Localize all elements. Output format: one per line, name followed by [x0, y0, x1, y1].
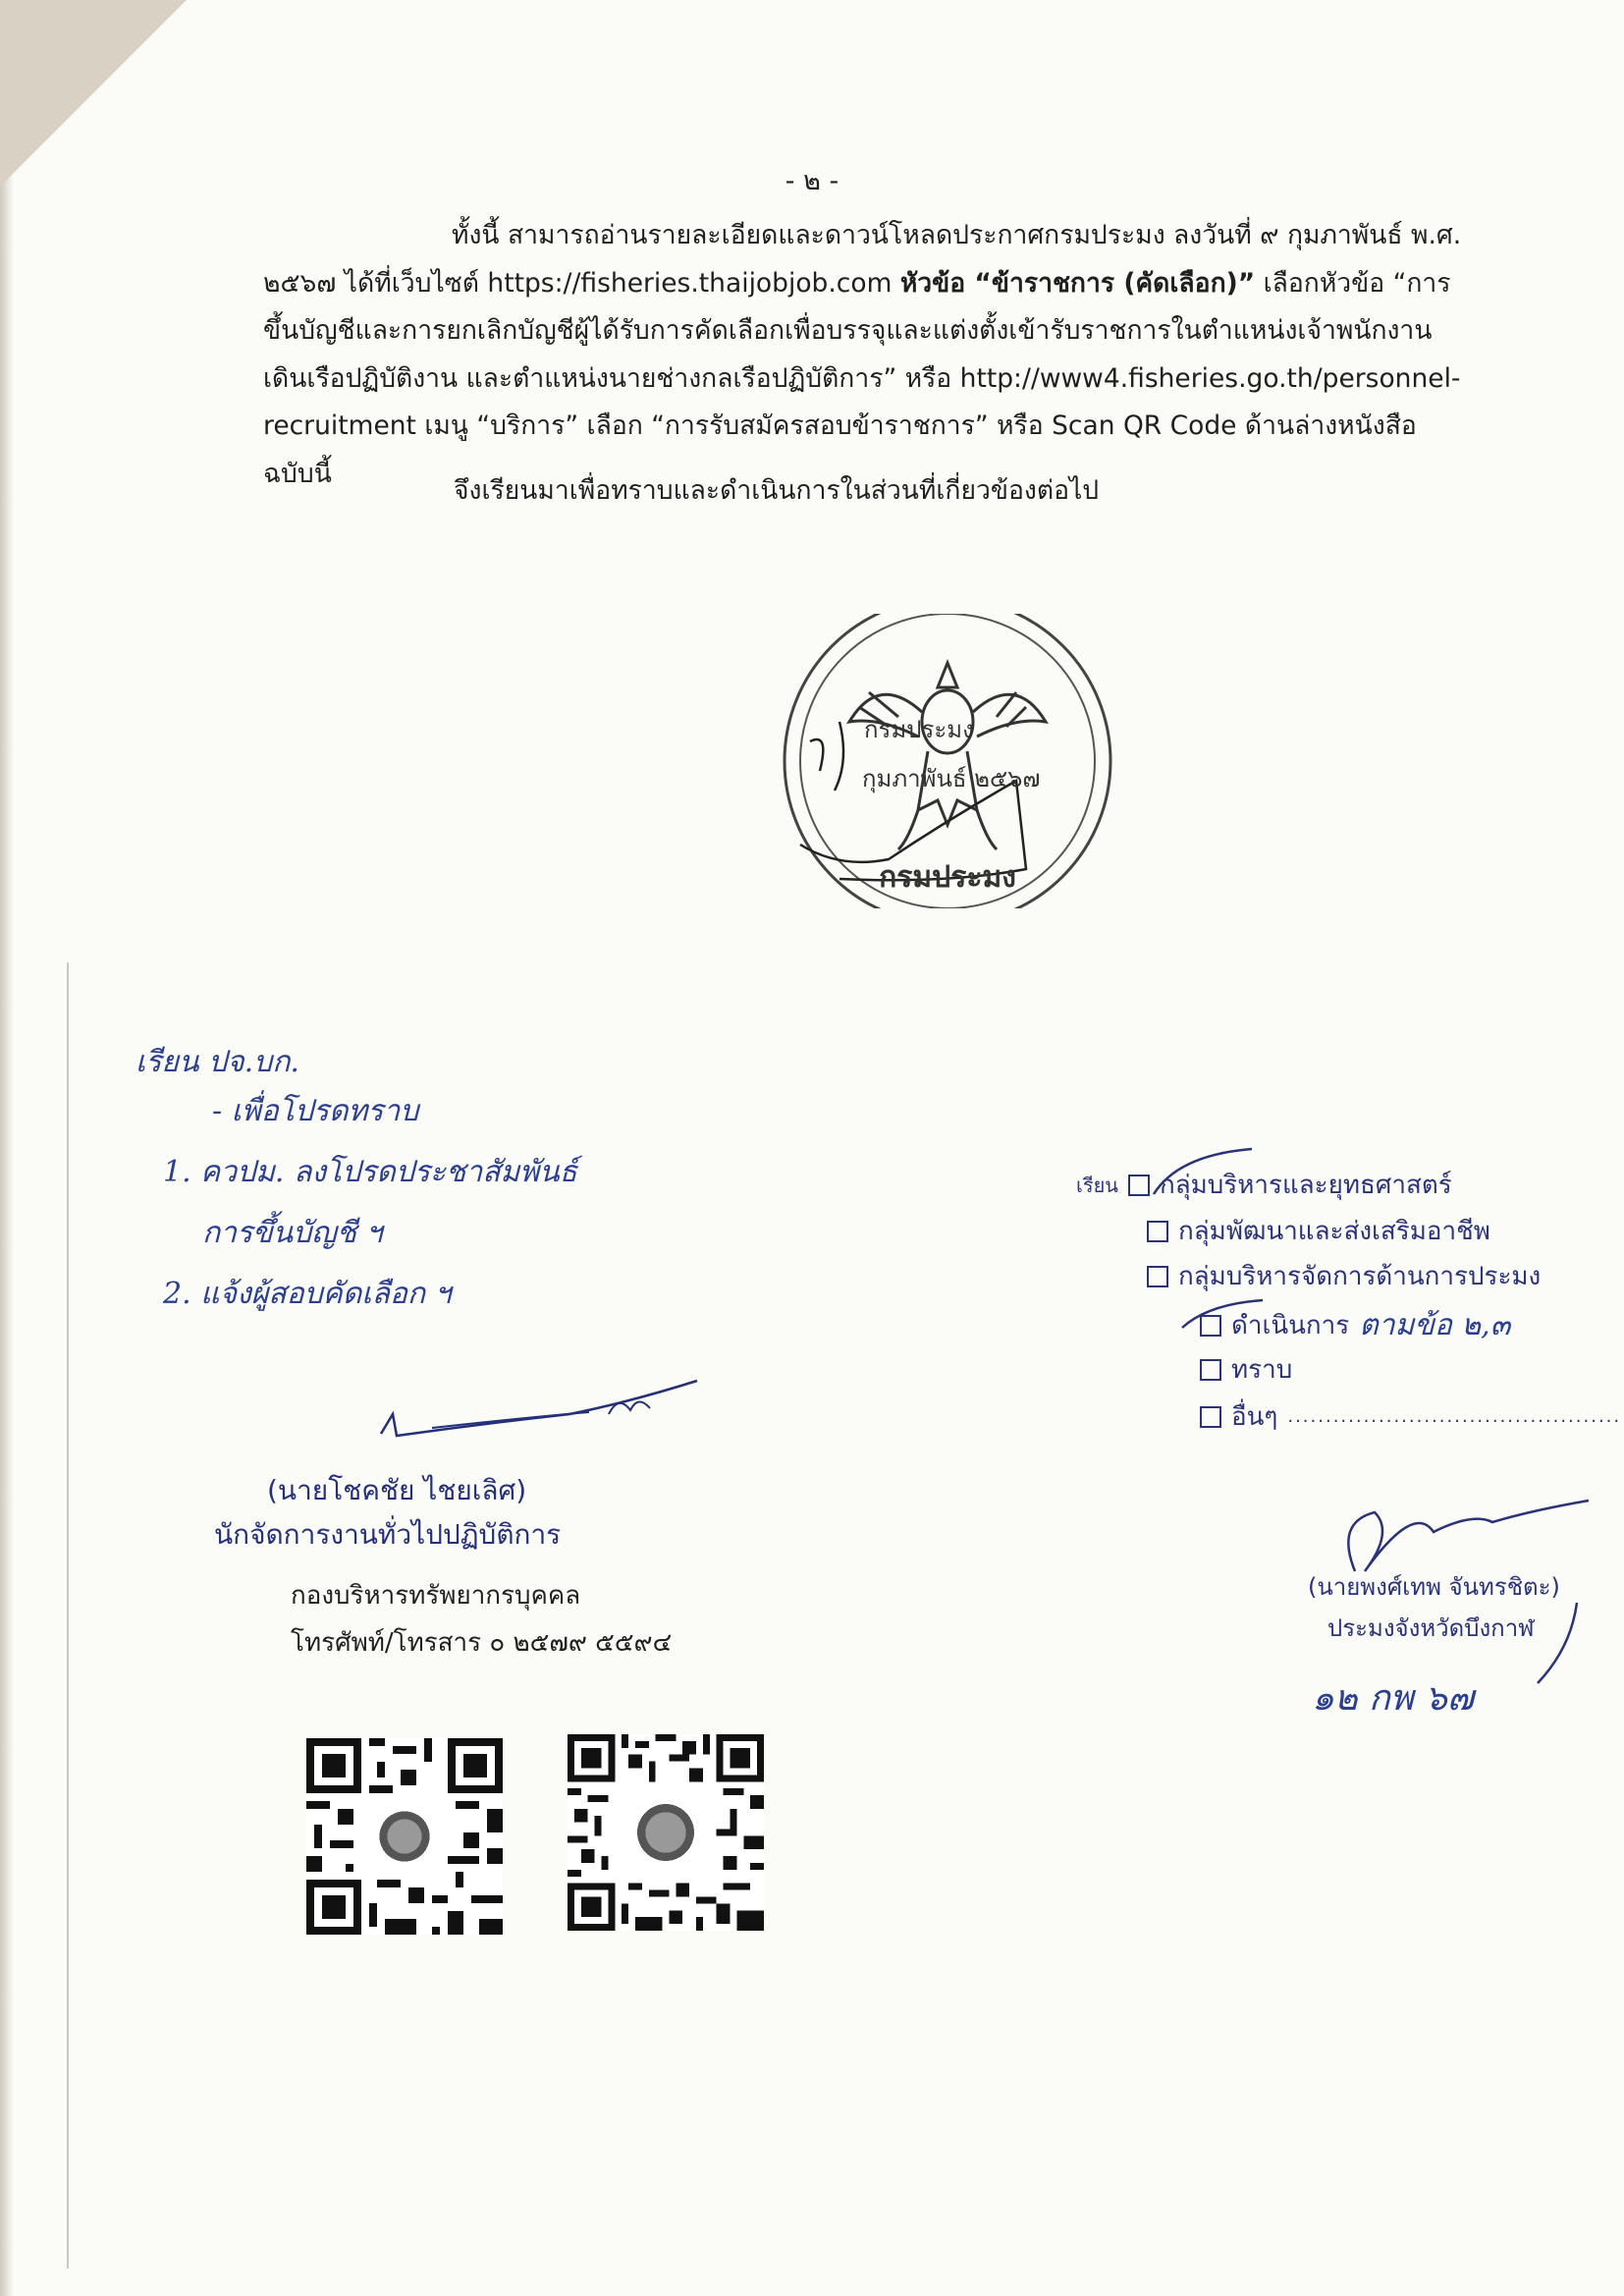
checkbox-icon: [1147, 1221, 1168, 1242]
director-handwritten-note: ๑๒ กพ ๖๗: [1312, 1678, 1474, 1719]
department-name: กองบริหารทรัพยากรบุคคล: [291, 1581, 581, 1611]
closing-sentence: จึงเรียนมาเพื่อทราบและดำเนินการในส่วนที่เกี่ยวข้องต่อไป: [454, 475, 1100, 506]
checkbox-icon: [1200, 1406, 1221, 1428]
qr-code-icon[interactable]: [568, 1734, 764, 1931]
action-label-1: ดำเนินการ: [1231, 1311, 1350, 1340]
page-number: - ๒ -: [785, 166, 839, 196]
handwritten-line-2: - เพื่อโปรดทราบ: [212, 1094, 419, 1128]
director-title: ประมงจังหวัดบึงกาฬ: [1327, 1614, 1535, 1642]
paragraph-part-2: เลือกหัวข้อ “การขึ้นบัญชีและการยกเลิกบัญชีผู้ได้รับการคัดเลือกเพื่อบรรจุและแต่งตั้งเข้ารับราชการในตำแหน่งเจ้าพนักงานเดินเรือปฏิบัติงาน และตำแหน่งนายช่างกลเรือปฏิบัติการ” หรือ http://www4.fisheries.go.th/personnel-recruitment เมนู “บริการ” เลือก “การรับสมัครสอบข้าราชการ” หรือ Scan QR Code ด้านล่างหนังสือฉบับนี้: [263, 267, 1461, 489]
checkmark-stroke: [1178, 1294, 1267, 1334]
routing-row-1: [1076, 1165, 1452, 1205]
seal-date: กุมภาพันธ์ ๒๕๖๗: [862, 765, 1041, 793]
signatory-name: (นายโชคชัย ไชยเลิศ): [267, 1474, 527, 1506]
scan-edge-line: [67, 962, 69, 2269]
routing-action-2: [1200, 1349, 1292, 1390]
routing-row-3: [1147, 1256, 1541, 1296]
checkmark-stroke: [1149, 1145, 1257, 1204]
paragraph-part-1: ทั้งนี้ สามารถอ่านรายละเอียดและดาวน์โหลดประกาศกรมประมง ลงวันที่ ๙ กุมภาพันธ์ พ.ศ. ๒๕๖๗ ได้ที่เว็บไซต์ https://fisheries.thaijobjob.com: [263, 220, 1462, 299]
scan-edge-shadow: [0, 0, 14, 2296]
routing-row-2: [1147, 1211, 1490, 1251]
director-flourish: [1528, 1599, 1587, 1687]
handwritten-line-4: การขึ้นบัญชี ฯ: [202, 1216, 383, 1250]
action-label-3: อื่นๆ: [1231, 1402, 1278, 1432]
seal-org-name: กรมประมง: [864, 716, 974, 743]
routing-item-2: กลุ่มพัฒนาและส่งเสริมอาชีพ: [1178, 1217, 1490, 1246]
paragraph-bold-topic: หัวข้อ “ข้าราชการ (คัดเลือก)”: [899, 267, 1256, 299]
other-blank-line: ............................................: [1287, 1406, 1622, 1427]
handwritten-line-3: 1. ควปม. ลงโปรดประชาสัมพันธ์: [163, 1155, 577, 1189]
action-note: ตามข้อ ๒,๓: [1359, 1308, 1511, 1342]
routing-item-1: กลุ่มบริหารและยุทธศาสตร์: [1159, 1171, 1452, 1200]
action-label-2: ทราบ: [1231, 1355, 1293, 1385]
director-name: (นายพงศ์เทพ จันทรชิตะ): [1308, 1573, 1560, 1601]
seal-rim-text: กรมประมง: [879, 860, 1016, 895]
routing-item-3: กลุ่มบริหารจัดการด้านการประมง: [1178, 1262, 1542, 1291]
routing-prefix: เรียน: [1076, 1173, 1118, 1197]
handwritten-line-1: เรียน ปจ.บก.: [135, 1045, 299, 1079]
handwritten-line-5: 2. แจ้งผู้สอบคัดเลือก ฯ: [163, 1277, 452, 1311]
checkbox-icon: [1200, 1359, 1221, 1381]
checkbox-icon: [1147, 1266, 1168, 1287]
routing-action-3: [1200, 1396, 1621, 1437]
signatory-title: นักจัดการงานทั่วไปปฏิบัติการ: [214, 1518, 562, 1551]
phone-fax: โทรศัพท์/โทรสาร ๐ ๒๕๗๙ ๕๕๙๔: [291, 1628, 673, 1658]
signature: [373, 1375, 707, 1444]
qr-code-icon[interactable]: [306, 1738, 503, 1935]
body-paragraph: [263, 212, 1463, 498]
checkbox-icon: [1128, 1175, 1150, 1196]
